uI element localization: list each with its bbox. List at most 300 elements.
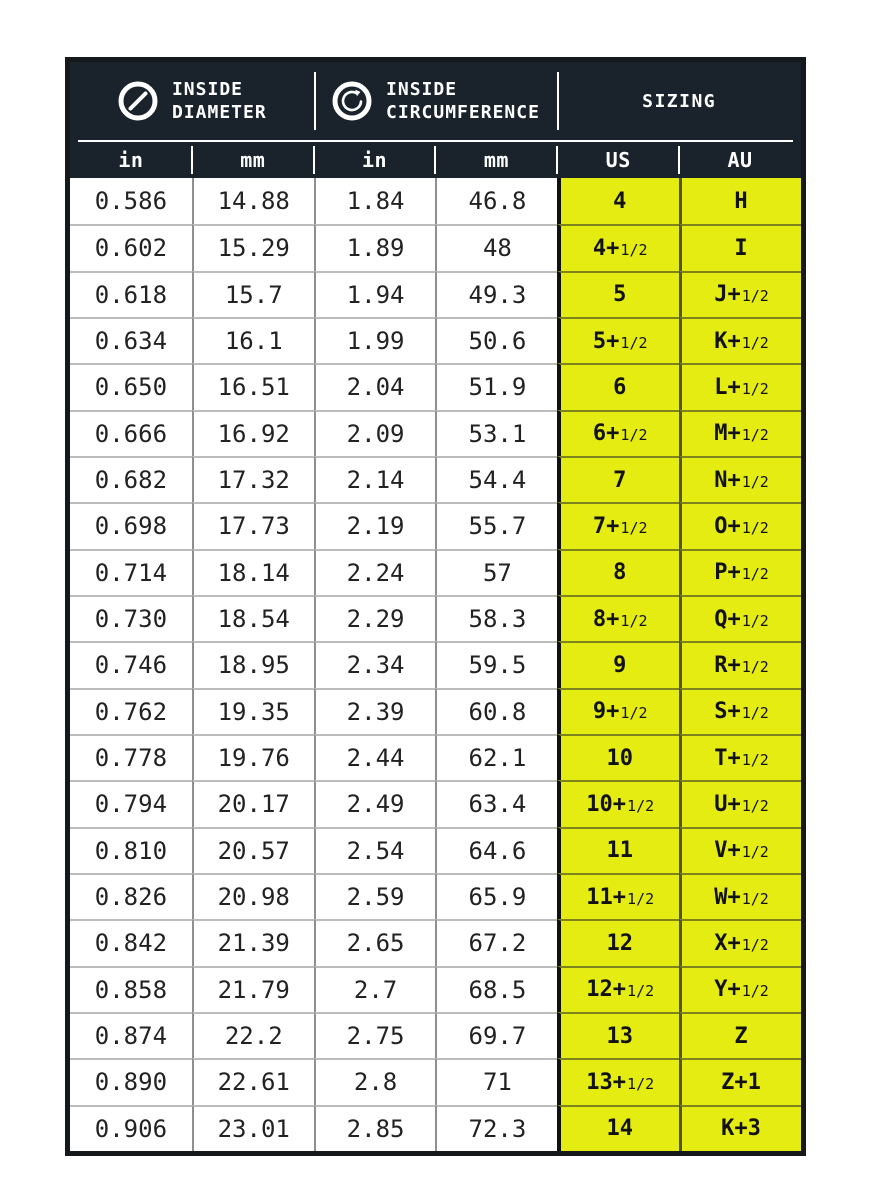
header-group-label: SIZING (642, 90, 717, 112)
table-row (70, 641, 801, 687)
table-row (70, 410, 801, 456)
cell-diameter-mm (192, 1058, 314, 1104)
cell-circumference-mm (435, 1105, 557, 1151)
cell-diameter-mm (192, 919, 314, 965)
value-text: 16.92 (217, 419, 290, 448)
value-text (606, 931, 634, 956)
value-text: 18.95 (217, 651, 290, 680)
cell-circumference-in (314, 688, 436, 734)
value-text (714, 792, 769, 817)
value-text: 1.84 (346, 187, 405, 216)
value-text (586, 1070, 654, 1095)
value-text: 0.778 (94, 744, 168, 773)
value-text (714, 375, 769, 400)
cell-diameter-in (70, 734, 192, 780)
cell-size-us (557, 595, 679, 641)
value-text: 2.14 (346, 466, 405, 495)
value-text: 0.762 (94, 697, 168, 726)
value-text (714, 282, 769, 307)
size-fraction: 1/2 (741, 333, 769, 352)
value-text (714, 329, 769, 354)
column-header-circumference-in: in (314, 142, 436, 178)
value-text (714, 653, 769, 678)
cell-diameter-mm (192, 1012, 314, 1058)
size-fraction: 1/2 (741, 935, 769, 954)
size-main: 12 (606, 930, 633, 956)
value-text: 1.89 (346, 234, 405, 263)
cell-size-au (679, 410, 801, 456)
cell-circumference-in (314, 317, 436, 363)
cell-diameter-mm (192, 827, 314, 873)
cell-size-us (557, 827, 679, 873)
cell-size-au (679, 363, 801, 409)
table-row (70, 549, 801, 595)
value-text: 2.7 (353, 975, 398, 1004)
value-text: 2.85 (346, 1114, 405, 1143)
size-main: Q+ (714, 606, 741, 632)
value-text: 0.698 (94, 512, 168, 541)
cell-circumference-in (314, 595, 436, 641)
cell-circumference-in (314, 734, 436, 780)
size-fraction: 1/2 (627, 1074, 655, 1093)
cell-size-us (557, 178, 679, 224)
column-header-diameter-in: in (118, 148, 144, 172)
cell-diameter-mm (192, 966, 314, 1012)
size-main: U+ (714, 791, 741, 817)
cell-circumference-in (314, 1105, 436, 1151)
value-text (613, 653, 627, 678)
circumference-icon (331, 80, 373, 122)
value-text (593, 329, 648, 354)
value-text (606, 746, 634, 771)
cell-circumference-in (314, 827, 436, 873)
value-text: 53.1 (468, 419, 527, 448)
cell-diameter-in (70, 224, 192, 270)
cell-size-us (557, 734, 679, 780)
value-text: 0.682 (94, 466, 168, 495)
cell-size-us (557, 271, 679, 317)
header-divider (557, 72, 559, 130)
value-text: 2.49 (346, 790, 405, 819)
cell-diameter-mm (192, 317, 314, 363)
cell-circumference-mm (435, 1012, 557, 1058)
value-text (714, 977, 769, 1002)
cell-circumference-in (314, 966, 436, 1012)
cell-circumference-in (314, 224, 436, 270)
value-text: 2.34 (346, 651, 405, 680)
cell-circumference-mm (435, 873, 557, 919)
cell-circumference-in (314, 502, 436, 548)
size-fraction: 1/2 (620, 426, 648, 445)
value-text: 51.9 (468, 373, 527, 402)
value-text: 59.5 (468, 651, 527, 680)
cell-circumference-mm (435, 688, 557, 734)
value-text: 60.8 (468, 697, 527, 726)
cell-size-us (557, 317, 679, 363)
value-text: 21.79 (217, 975, 290, 1004)
cell-circumference-in (314, 271, 436, 317)
size-main: 5 (613, 282, 627, 308)
table-row (70, 688, 801, 734)
size-main: P+ (714, 560, 741, 586)
value-text: 0.714 (94, 558, 168, 587)
size-main: 8 (613, 560, 627, 586)
value-text: 71 (482, 1068, 512, 1097)
size-main: Y+ (714, 977, 741, 1003)
diameter-icon (117, 80, 159, 122)
value-text: 57 (482, 558, 512, 587)
cell-diameter-in (70, 641, 192, 687)
size-fraction: 1/2 (741, 843, 769, 862)
cell-diameter-in (70, 456, 192, 502)
value-text: 50.6 (468, 327, 527, 356)
value-text: 2.29 (346, 605, 405, 634)
size-fraction: 1/2 (741, 704, 769, 723)
value-text: 46.8 (468, 187, 527, 216)
value-text: 15.29 (217, 234, 290, 263)
cell-size-au (679, 966, 801, 1012)
size-main: 10 (606, 745, 633, 771)
cell-size-au (679, 456, 801, 502)
cell-diameter-mm (192, 363, 314, 409)
cell-diameter-mm (192, 224, 314, 270)
cell-diameter-in (70, 688, 192, 734)
value-text (734, 236, 748, 261)
cell-size-au (679, 317, 801, 363)
size-main: 13 (606, 1023, 633, 1049)
header-group-label (386, 78, 540, 124)
cell-diameter-in (70, 363, 192, 409)
value-text: 0.826 (94, 883, 168, 912)
cell-size-au (679, 549, 801, 595)
size-fraction: 1/2 (627, 796, 655, 815)
table-row (70, 595, 801, 641)
size-main: 6 (613, 374, 627, 400)
value-text (714, 699, 769, 724)
cell-circumference-mm (435, 363, 557, 409)
value-text: 0.634 (94, 327, 168, 356)
cell-circumference-mm (435, 549, 557, 595)
value-text: 0.746 (94, 651, 168, 680)
table-row (70, 271, 801, 317)
label-line-2: CIRCUMFERENCE (386, 102, 540, 123)
size-main: M+ (714, 421, 741, 447)
cell-size-au (679, 688, 801, 734)
cell-diameter-in (70, 873, 192, 919)
cell-circumference-mm (435, 966, 557, 1012)
value-text: 55.7 (468, 512, 527, 541)
value-text: 20.98 (217, 883, 290, 912)
size-main: N+ (714, 467, 741, 493)
size-main: 11+ (586, 884, 627, 910)
size-fraction: 1/2 (741, 611, 769, 630)
value-text (613, 282, 627, 307)
cell-circumference-mm (435, 224, 557, 270)
cell-diameter-mm (192, 549, 314, 595)
value-text: 19.76 (217, 744, 290, 773)
size-fraction: 1/2 (627, 982, 655, 1001)
size-fraction: 1/2 (620, 611, 648, 630)
value-text: 0.794 (94, 790, 168, 819)
cell-diameter-in (70, 502, 192, 548)
value-text (714, 931, 769, 956)
cell-size-us (557, 1105, 679, 1151)
size-main: I (734, 235, 748, 261)
value-text: 0.666 (94, 419, 168, 448)
cell-circumference-mm (435, 919, 557, 965)
header-group-label (172, 78, 267, 124)
header-group-sizing (557, 62, 801, 140)
cell-diameter-in (70, 410, 192, 456)
size-fraction: 1/2 (741, 750, 769, 769)
size-main: 5+ (592, 328, 620, 354)
cell-circumference-in (314, 549, 436, 595)
value-text: 0.650 (94, 373, 168, 402)
value-text: 0.858 (94, 975, 168, 1004)
cell-circumference-in (314, 410, 436, 456)
cell-circumference-in (314, 873, 436, 919)
cell-size-us (557, 919, 679, 965)
size-fraction: 1/2 (741, 287, 769, 306)
cell-circumference-in (314, 641, 436, 687)
value-text: 16.1 (224, 327, 283, 356)
value-text (721, 1116, 762, 1141)
cell-diameter-mm (192, 502, 314, 548)
cell-diameter-in (70, 549, 192, 595)
cell-diameter-mm (192, 688, 314, 734)
cell-diameter-in (70, 595, 192, 641)
size-main: J+ (714, 282, 741, 308)
cell-size-us (557, 641, 679, 687)
cell-circumference-mm (435, 502, 557, 548)
table-row (70, 1058, 801, 1104)
value-text: 19.35 (217, 697, 290, 726)
ring-size-chart (65, 57, 806, 1156)
value-text (714, 885, 769, 910)
value-text: 2.59 (346, 883, 405, 912)
cell-circumference-mm (435, 271, 557, 317)
size-main: V+ (714, 838, 741, 864)
cell-size-au (679, 1058, 801, 1104)
cell-diameter-in (70, 827, 192, 873)
table-row (70, 873, 801, 919)
value-text: 17.73 (217, 512, 290, 541)
value-text: 65.9 (468, 883, 527, 912)
cell-size-au (679, 734, 801, 780)
cell-diameter-in (70, 966, 192, 1012)
cell-circumference-in (314, 456, 436, 502)
size-main: R+ (714, 652, 741, 678)
cell-size-au (679, 919, 801, 965)
size-main: K+3 (721, 1116, 761, 1142)
value-text (714, 838, 769, 863)
value-text: 69.7 (468, 1022, 527, 1051)
table-row (70, 456, 801, 502)
value-text (714, 514, 769, 539)
cell-size-au (679, 224, 801, 270)
cell-circumference-mm (435, 410, 557, 456)
cell-size-us (557, 1058, 679, 1104)
value-text: 20.17 (217, 790, 290, 819)
table-row (70, 502, 801, 548)
value-text: 15.7 (224, 280, 283, 309)
size-fraction: 1/2 (741, 982, 769, 1001)
cell-size-au (679, 595, 801, 641)
value-text: 17.32 (217, 466, 290, 495)
cell-circumference-mm (435, 456, 557, 502)
cell-diameter-mm (192, 595, 314, 641)
value-text: 0.586 (94, 187, 168, 216)
cell-size-us (557, 363, 679, 409)
table-row (70, 919, 801, 965)
table-body (70, 178, 801, 1151)
cell-size-us (557, 1012, 679, 1058)
value-text (714, 560, 769, 585)
value-text (606, 1116, 634, 1141)
value-text (586, 792, 654, 817)
value-text: 2.54 (346, 836, 405, 865)
value-text: 0.730 (94, 605, 168, 634)
cell-circumference-mm (435, 317, 557, 363)
cell-size-us (557, 410, 679, 456)
size-fraction: 1/2 (741, 796, 769, 815)
size-fraction: 1/2 (741, 657, 769, 676)
value-text (606, 838, 634, 863)
value-text (613, 468, 627, 493)
cell-size-au (679, 1105, 801, 1151)
cell-circumference-in (314, 919, 436, 965)
value-text: 20.57 (217, 836, 290, 865)
cell-size-au (679, 873, 801, 919)
label-line-2: DIAMETER (171, 102, 267, 123)
cell-diameter-mm (192, 873, 314, 919)
size-main: 7+ (592, 513, 620, 539)
value-text: 0.810 (94, 836, 168, 865)
cell-diameter-in (70, 271, 192, 317)
value-text: 2.65 (346, 929, 405, 958)
column-header-au: AU (679, 142, 801, 178)
header-group-inside-diameter (70, 62, 314, 140)
cell-size-au (679, 178, 801, 224)
table-row (70, 1105, 801, 1151)
cell-size-us (557, 224, 679, 270)
size-main: 12+ (586, 977, 627, 1003)
size-main: Z+1 (721, 1069, 761, 1095)
size-main: 8+ (592, 606, 620, 632)
cell-circumference-in (314, 178, 436, 224)
table-row (70, 317, 801, 363)
value-text: 2.19 (346, 512, 405, 541)
cell-circumference-mm (435, 595, 557, 641)
column-header-row (70, 142, 801, 178)
value-text: 2.04 (346, 373, 405, 402)
cell-diameter-in (70, 780, 192, 826)
cell-size-au (679, 502, 801, 548)
value-text: 2.24 (346, 558, 405, 587)
value-text: 2.75 (346, 1022, 405, 1051)
value-text: 2.39 (346, 697, 405, 726)
size-main: X+ (714, 930, 741, 956)
cell-diameter-in (70, 1105, 192, 1151)
value-text (613, 560, 627, 585)
value-text: 2.09 (346, 419, 405, 448)
size-main: 4+ (592, 235, 620, 261)
value-text: 18.14 (217, 558, 290, 587)
size-main: S+ (714, 699, 741, 725)
value-text: 2.8 (353, 1068, 398, 1097)
value-text: 0.906 (94, 1114, 168, 1143)
cell-diameter-mm (192, 456, 314, 502)
value-text: 2.44 (346, 744, 405, 773)
cell-circumference-in (314, 1058, 436, 1104)
label-line-1: INSIDE (386, 79, 458, 100)
value-text: 58.3 (468, 605, 527, 634)
cell-diameter-mm (192, 410, 314, 456)
size-fraction: 1/2 (741, 379, 769, 398)
cell-size-us (557, 456, 679, 502)
size-main: 4 (613, 188, 627, 214)
value-text: 0.874 (94, 1022, 168, 1051)
header-divider (314, 72, 316, 130)
size-main: 6+ (592, 421, 620, 447)
value-text: 1.94 (346, 280, 405, 309)
cell-diameter-mm (192, 641, 314, 687)
value-text (734, 189, 748, 214)
value-text: 18.54 (217, 605, 290, 634)
size-main: 13+ (586, 1069, 627, 1095)
size-main: W+ (714, 884, 741, 910)
value-text: 22.61 (217, 1068, 290, 1097)
size-fraction: 1/2 (741, 565, 769, 584)
cell-size-us (557, 873, 679, 919)
cell-size-au (679, 827, 801, 873)
value-text (714, 421, 769, 446)
value-text: 0.842 (94, 929, 168, 958)
value-text: 63.4 (468, 790, 527, 819)
value-text (613, 189, 627, 214)
table-row (70, 827, 801, 873)
value-text (606, 1024, 634, 1049)
value-text: 48 (482, 234, 512, 263)
value-text (721, 1070, 762, 1095)
value-text (714, 746, 769, 771)
cell-diameter-in (70, 1012, 192, 1058)
cell-circumference-in (314, 1012, 436, 1058)
size-fraction: 1/2 (741, 472, 769, 491)
value-text: 49.3 (468, 280, 527, 309)
cell-size-au (679, 1012, 801, 1058)
value-text: 72.3 (468, 1114, 527, 1143)
cell-diameter-mm (192, 1105, 314, 1151)
label-line-1: INSIDE (171, 79, 243, 100)
cell-diameter-in (70, 317, 192, 363)
value-text (734, 1024, 748, 1049)
header-group-inside-circumference (314, 62, 558, 140)
column-header-diameter-mm: mm (192, 142, 314, 178)
cell-diameter-mm (192, 780, 314, 826)
table-row (70, 363, 801, 409)
size-main: T+ (714, 745, 741, 771)
value-text (593, 236, 648, 261)
size-main: L+ (714, 374, 741, 400)
cell-circumference-mm (435, 780, 557, 826)
size-main: 9+ (592, 699, 620, 725)
cell-size-au (679, 271, 801, 317)
value-text (613, 375, 627, 400)
size-fraction: 1/2 (627, 889, 655, 908)
value-text (593, 514, 648, 539)
cell-diameter-in (70, 919, 192, 965)
